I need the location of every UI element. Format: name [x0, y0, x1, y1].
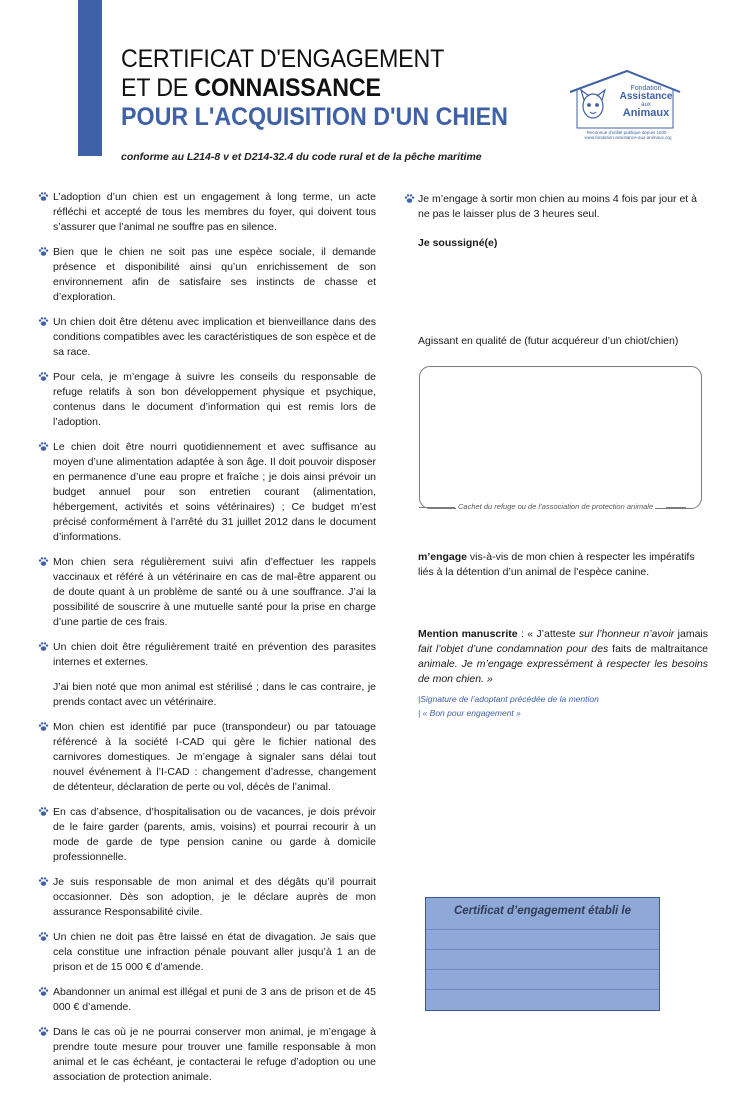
item-text: Le chien doit être nourri quotidiennement et avec suffisance au moyen d’une alimentation adaptée à son âge. Il doit pouvoir disposer en permanence d’une eau propre et fraîche ; je dois ainsi prévoir un budget annuel pour son entretien courant (alimentation, hébergement, activités et soins vétérinaires) ; Ce budget m’est précisé conformément à l’arrêté du 31 juillet 2012 dans le document d’informations.	[53, 441, 376, 543]
mention-italic-1: sur l’honneur n’avoir	[578, 628, 675, 640]
paw-icon	[38, 441, 49, 452]
list-item	[38, 875, 376, 920]
paw-icon	[38, 931, 49, 942]
item-text: Je suis responsable de mon animal et des dégâts qu’il pourrait occasionner. Dès son adoption, je le déclare auprès de mon assurance Responsabilité civile.	[53, 876, 376, 918]
certificate-box-divider	[426, 989, 659, 990]
item-text: Bien que le chien ne soit pas une espèce sociale, il demande présence et disponibilité ainsi qu’un enrichissement de son environnement afin de satisfaire ses instincts de chasse et d’exploration.	[53, 246, 376, 303]
signatory-label: Je soussigné(e)	[418, 237, 498, 249]
capacity-label: Agissant en qualité de (futur acquéreur d’un chiot/chien)	[418, 335, 679, 347]
paw-icon	[38, 371, 49, 382]
list-item	[38, 370, 376, 430]
stamp-label: Cachet du refuge ou de l’association de protection animale	[458, 502, 654, 511]
logo-line-2: Assistance	[619, 91, 673, 102]
title-line-2-prefix: ET DE	[121, 74, 195, 102]
list-item	[38, 1025, 376, 1085]
list-item	[38, 315, 376, 360]
walk-commitment	[404, 192, 708, 222]
list-item	[38, 720, 376, 795]
logo-line-1: Fondation	[630, 85, 662, 92]
handwritten-mention	[418, 627, 708, 687]
mention-part-2: jamais	[674, 628, 709, 640]
logo-tagline: Reconnue d'utilité publique depuis 1930 · www.fondation-assistance-aux-animaux.org	[584, 130, 672, 141]
signature-line-1: |Signature de l’adoptant précédée de la mention	[418, 694, 599, 704]
item-extra-text: J’ai bien noté que mon animal est stérilisé ; dans le cas contraire, je prends contact avec un vétérinaire.	[53, 681, 376, 708]
certificate-date-label: Certificat d’engagement établi le	[453, 905, 631, 917]
mention-italic-2: fait l’objet d’une condamnation pour des	[418, 643, 609, 655]
paw-icon	[38, 721, 49, 732]
certificate-box-divider	[426, 949, 659, 950]
accent-bar	[78, 0, 102, 156]
stamp-box-bottom-right	[666, 507, 686, 508]
list-item	[38, 440, 376, 545]
paw-icon	[38, 316, 49, 327]
commitments-list	[38, 190, 376, 1095]
walk-commitment-text: Je m’engage à sortir mon chien au moins 4 fois par jour et à ne pas le laisser plus de 3 heures seul.	[418, 193, 697, 220]
item-text: L’adoption d’un chien est un engagement à long terme, un acte réfléchi et accepté de tous les membres du foyer, qui doivent tous s’assurer que l’animal ne souffre pas en silence.	[53, 191, 376, 233]
paw-icon	[38, 556, 49, 567]
item-text: Un chien ne doit pas être laissé en état de divagation. Je sais que cela constitue une infraction pénale pouvant aller jusqu’à 1 an de prison et de 15 000 € d’amende.	[53, 931, 376, 973]
item-text: Un chien doit être détenu avec implication et bienveillance dans des conditions compatibles avec les caractéristiques de son espèce et de sa race.	[53, 316, 376, 358]
commitment-rest: vis-à-vis de mon chien à respecter les impératifs liés à la détention d’un animal de l’espèce canine.	[418, 551, 695, 578]
signature-line-2: | « Bon pour engagement »	[418, 708, 521, 718]
list-item	[38, 640, 376, 710]
certificate-box-divider	[426, 929, 659, 930]
paw-icon	[38, 641, 49, 652]
list-item	[38, 930, 376, 975]
paw-icon	[38, 986, 49, 997]
document-title	[121, 47, 551, 130]
item-text: Mon chien sera régulièrement suivi afin d’effectuer les rappels vaccinaux et référé à un vétérinaire en cas de mal-être apparent ou de doute quant à un problème de santé ou à une souffrance. J’ai la possibilité de souscrire à une mutuelle santé pour la prise en charge d’une partie de ces frais.	[53, 556, 376, 628]
mention-italic-3: animale. Je m’engage expressément à respecter les besoins de mon chien. »	[418, 658, 708, 685]
item-text: Mon chien est identifié par puce (transpondeur) ou par tatouage référencé à la société I-CAD qui gère le fichier national des carnivores domestiques. Je m’engage à signaler sans délai tout nouvel événement à l’I-CAD : changement d’adresse, changement de détenteur, déclaration de perte ou vol, décès de l’animal.	[53, 721, 376, 793]
item-text: Pour cela, je m’engage à suivre les conseils du responsable de refuge relatifs à son bon développement physique et psychique, contenus dans le document d’information qui est remis lors de l’adoption.	[53, 371, 376, 428]
mention-bold: Mention manuscrite	[418, 628, 518, 640]
title-line-3: POUR L'ACQUISITION D'UN CHIEN	[121, 103, 508, 131]
title-line-2-bold: CONNAISSANCE	[194, 74, 381, 102]
signature-instructions	[418, 692, 599, 720]
legal-reference: conforme au L214-8 v et D214-32.4 du code rural et de la pêche maritime	[121, 151, 482, 163]
list-item	[38, 190, 376, 235]
paw-icon	[38, 246, 49, 257]
logo-line-3: aux	[641, 102, 651, 108]
commitment-statement	[418, 550, 708, 580]
mention-part-3: faits de maltraitance	[608, 643, 708, 655]
list-item	[38, 555, 376, 630]
title-line-2	[121, 76, 521, 101]
item-text: Un chien doit être régulièrement traité en prévention des parasites internes et externes.	[53, 641, 376, 668]
logo-line-4: Animaux	[622, 107, 670, 119]
paw-icon	[38, 1026, 49, 1037]
paw-icon	[404, 193, 415, 204]
item-text: Abandonner un animal est illégal et puni de 3 ans de prison et de 45 000 € d’amende.	[53, 986, 376, 1013]
commitment-bold: m’engage	[418, 551, 468, 563]
item-text: Dans le cas où je ne pourrai conserver mon animal, je m’engage à prendre toute mesure pour trouver une famille responsable à mon animal et le cas échéant, je contacterai le refuge d’adoption ou une association de protection animale.	[53, 1026, 376, 1083]
paw-icon	[38, 806, 49, 817]
list-item	[38, 245, 376, 305]
certificate-date-box	[425, 897, 660, 1011]
title-line-1: CERTIFICAT D'ENGAGEMENT	[121, 45, 445, 73]
mention-part-1: : « J’atteste	[517, 628, 579, 640]
paw-icon	[38, 876, 49, 887]
stamp-box-bottom-left	[419, 507, 455, 508]
list-item	[38, 805, 376, 865]
stamp-box	[419, 366, 702, 509]
item-text: En cas d’absence, d’hospitalisation ou de vacances, je dois prévoir de le faire garder (parents, amis, voisins) et pourrai recourir à un mode de garde de type pension canine ou garde à domicile professionnelle.	[53, 806, 376, 863]
logo-text	[611, 85, 681, 119]
paw-icon	[38, 191, 49, 202]
list-item	[38, 985, 376, 1015]
certificate-box-divider	[426, 969, 659, 970]
